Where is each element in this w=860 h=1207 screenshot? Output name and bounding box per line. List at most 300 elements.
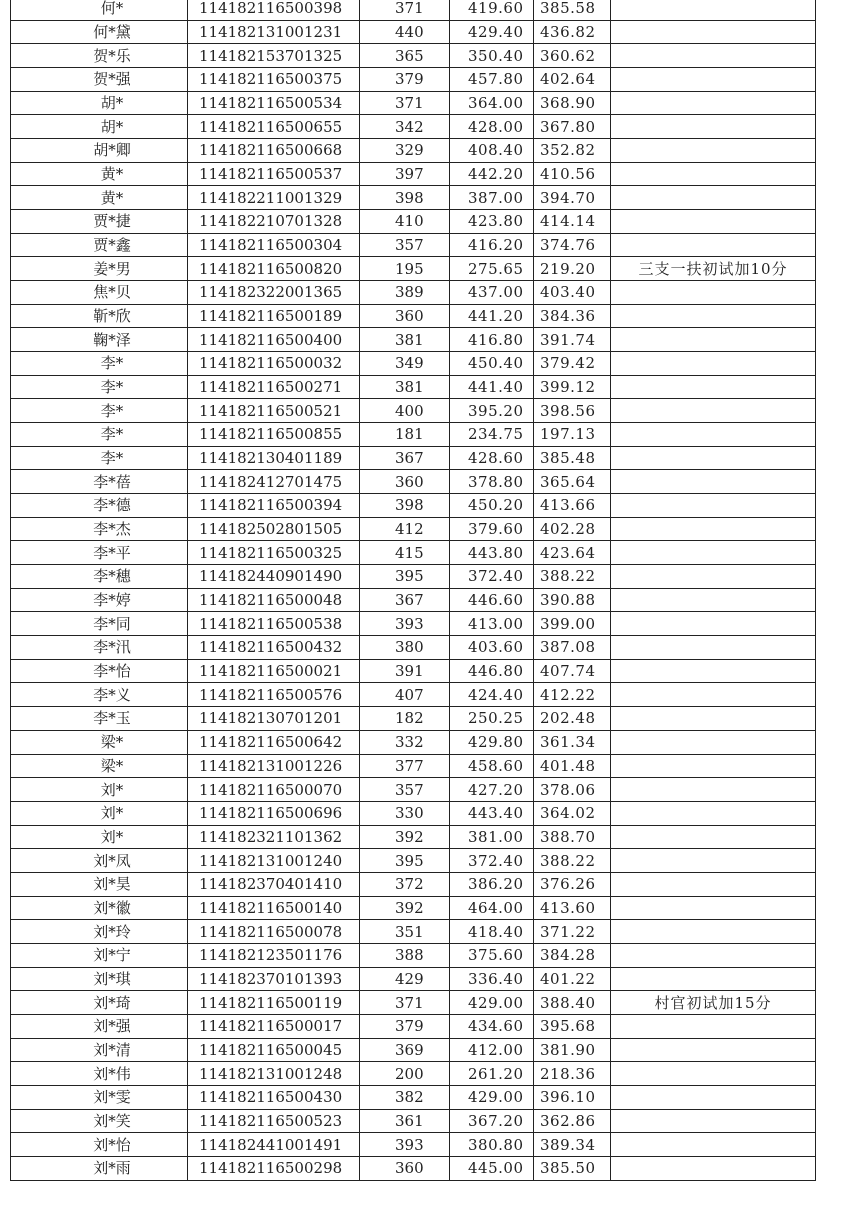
written-score-cell: 377 [360,754,450,778]
table-row [11,44,816,68]
total-score-cell: 395.68 [534,1014,611,1038]
candidate-name-cell: 李*杰 [11,517,188,541]
remark-cell [611,541,816,565]
remark-cell [611,565,816,589]
candidate-name-cell: 李* [11,423,188,447]
exam-id-cell: 114182153701325 [188,44,360,68]
second-score-cell: 428.60 [450,446,534,470]
candidate-name-cell: 梁* [11,730,188,754]
table-row [11,233,816,257]
second-score-cell: 408.40 [450,139,534,163]
table-row [11,446,816,470]
written-score-cell: 360 [360,304,450,328]
candidate-name-cell: 李*怡 [11,659,188,683]
second-score-cell: 423.80 [450,210,534,234]
remark-cell [611,470,816,494]
total-score-cell: 381.90 [534,1038,611,1062]
table-row [11,636,816,660]
second-score-cell: 364.00 [450,91,534,115]
exam-id-cell: 114182116500375 [188,68,360,92]
exam-id-cell: 114182116500668 [188,139,360,163]
remark-cell [611,683,816,707]
second-score-cell: 429.00 [450,1085,534,1109]
candidate-name-cell: 刘*清 [11,1038,188,1062]
candidate-name-cell: 焦*贝 [11,281,188,305]
table-row [11,186,816,210]
candidate-name-cell: 姜*男 [11,257,188,281]
candidate-name-cell: 贾*鑫 [11,233,188,257]
candidate-name-cell: 李* [11,352,188,376]
table-row [11,1156,816,1180]
total-score-cell: 364.02 [534,801,611,825]
candidate-name-cell: 胡*卿 [11,139,188,163]
table-row [11,115,816,139]
written-score-cell: 389 [360,281,450,305]
exam-id-cell: 114182370401410 [188,872,360,896]
candidate-name-cell: 黄* [11,162,188,186]
table-row [11,494,816,518]
table-row [11,304,816,328]
candidate-name-cell: 何* [11,0,188,20]
exam-id-cell: 114182116500304 [188,233,360,257]
written-score-cell: 371 [360,991,450,1015]
exam-id-cell: 114182116500070 [188,778,360,802]
total-score-cell: 352.82 [534,139,611,163]
exam-id-cell: 114182130401189 [188,446,360,470]
table-row [11,91,816,115]
written-score-cell: 330 [360,801,450,825]
remark-cell [611,304,816,328]
table-row [11,991,816,1015]
total-score-cell: 202.48 [534,707,611,731]
total-score-cell: 218.36 [534,1062,611,1086]
table-row [11,683,816,707]
remark-cell [611,1038,816,1062]
second-score-cell: 445.00 [450,1156,534,1180]
written-score-cell: 332 [360,730,450,754]
table-row [11,967,816,991]
second-score-cell: 442.20 [450,162,534,186]
candidate-name-cell: 刘*琪 [11,967,188,991]
remark-cell [611,162,816,186]
written-score-cell: 395 [360,849,450,873]
table-row [11,1085,816,1109]
table-row [11,943,816,967]
candidate-name-cell: 刘*琦 [11,991,188,1015]
written-score-cell: 371 [360,0,450,20]
total-score-cell: 412.22 [534,683,611,707]
exam-id-cell: 114182131001231 [188,20,360,44]
remark-cell [611,352,816,376]
table-row [11,257,816,281]
exam-id-cell: 114182116500078 [188,920,360,944]
total-score-cell: 401.22 [534,967,611,991]
total-score-cell: 388.22 [534,565,611,589]
exam-id-cell: 114182116500048 [188,588,360,612]
total-score-cell: 387.08 [534,636,611,660]
candidate-name-cell: 刘* [11,801,188,825]
exam-id-cell: 114182116500521 [188,399,360,423]
candidate-name-cell: 贺*乐 [11,44,188,68]
exam-id-cell: 114182123501176 [188,943,360,967]
remark-cell [611,707,816,731]
table-row [11,517,816,541]
written-score-cell: 397 [360,162,450,186]
remark-cell [611,1133,816,1157]
second-score-cell: 434.60 [450,1014,534,1038]
total-score-cell: 394.70 [534,186,611,210]
written-score-cell: 440 [360,20,450,44]
written-score-cell: 329 [360,139,450,163]
table-row [11,328,816,352]
written-score-cell: 360 [360,470,450,494]
remark-cell [611,139,816,163]
written-score-cell: 361 [360,1109,450,1133]
table-row [11,707,816,731]
total-score-cell: 396.10 [534,1085,611,1109]
second-score-cell: 275.65 [450,257,534,281]
table-row [11,139,816,163]
exam-id-cell: 114182116500820 [188,257,360,281]
second-score-cell: 413.00 [450,612,534,636]
table-row [11,872,816,896]
total-score-cell: 402.28 [534,517,611,541]
exam-id-cell: 114182116500430 [188,1085,360,1109]
exam-id-cell: 114182116500394 [188,494,360,518]
written-score-cell: 372 [360,872,450,896]
candidate-name-cell: 刘*玲 [11,920,188,944]
second-score-cell: 416.80 [450,328,534,352]
table-row [11,1133,816,1157]
exam-id-cell: 114182116500400 [188,328,360,352]
exam-id-cell: 114182116500325 [188,541,360,565]
exam-id-cell: 114182116500021 [188,659,360,683]
written-score-cell: 351 [360,920,450,944]
total-score-cell: 398.56 [534,399,611,423]
exam-id-cell: 114182321101362 [188,825,360,849]
remark-cell [611,68,816,92]
remark-cell [611,233,816,257]
exam-id-cell: 114182211001329 [188,186,360,210]
total-score-cell: 368.90 [534,91,611,115]
candidate-name-cell: 何*黛 [11,20,188,44]
candidate-name-cell: 贾*捷 [11,210,188,234]
exam-id-cell: 114182116500032 [188,352,360,376]
candidate-name-cell: 李*婷 [11,588,188,612]
remark-cell [611,801,816,825]
written-score-cell: 393 [360,612,450,636]
candidate-name-cell: 刘*伟 [11,1062,188,1086]
candidate-name-cell: 刘* [11,778,188,802]
exam-id-cell: 114182441001491 [188,1133,360,1157]
second-score-cell: 234.75 [450,423,534,447]
table-row [11,281,816,305]
total-score-cell: 374.76 [534,233,611,257]
second-score-cell: 386.20 [450,872,534,896]
exam-id-cell: 114182116500576 [188,683,360,707]
total-score-cell: 391.74 [534,328,611,352]
total-score-cell: 197.13 [534,423,611,447]
total-score-cell: 385.50 [534,1156,611,1180]
candidate-name-cell: 鞠*泽 [11,328,188,352]
remark-cell [611,399,816,423]
candidate-name-cell: 刘*雨 [11,1156,188,1180]
total-score-cell: 365.64 [534,470,611,494]
second-score-cell: 457.80 [450,68,534,92]
remark-cell [611,636,816,660]
second-score-cell: 458.60 [450,754,534,778]
exam-id-cell: 114182116500523 [188,1109,360,1133]
written-score-cell: 381 [360,328,450,352]
exam-id-cell: 114182116500298 [188,1156,360,1180]
table-row [11,1038,816,1062]
remark-cell [611,778,816,802]
candidate-name-cell: 李*同 [11,612,188,636]
candidate-name-cell: 李* [11,446,188,470]
candidate-name-cell: 李*玉 [11,707,188,731]
candidate-name-cell: 李*平 [11,541,188,565]
written-score-cell: 392 [360,825,450,849]
remark-cell [611,423,816,447]
total-score-cell: 385.48 [534,446,611,470]
total-score-cell: 385.58 [534,0,611,20]
second-score-cell: 381.00 [450,825,534,849]
remark-cell [611,115,816,139]
exam-id-cell: 114182116500538 [188,612,360,636]
second-score-cell: 261.20 [450,1062,534,1086]
written-score-cell: 379 [360,1014,450,1038]
exam-id-cell: 114182131001226 [188,754,360,778]
score-table [10,0,816,1181]
candidate-name-cell: 靳*欣 [11,304,188,328]
exam-id-cell: 114182322001365 [188,281,360,305]
score-table-body [11,0,816,1180]
remark-cell [611,825,816,849]
table-row [11,754,816,778]
remark-cell [611,0,816,20]
total-score-cell: 367.80 [534,115,611,139]
candidate-name-cell: 李*蓓 [11,470,188,494]
remark-cell [611,210,816,234]
second-score-cell: 437.00 [450,281,534,305]
written-score-cell: 412 [360,517,450,541]
table-row [11,896,816,920]
remark-cell [611,872,816,896]
written-score-cell: 379 [360,68,450,92]
written-score-cell: 371 [360,91,450,115]
total-score-cell: 360.62 [534,44,611,68]
table-row [11,68,816,92]
remark-cell [611,517,816,541]
remark-cell: 三支一扶初试加10分 [611,257,816,281]
exam-id-cell: 114182116500271 [188,375,360,399]
remark-cell [611,446,816,470]
written-score-cell: 392 [360,896,450,920]
second-score-cell: 443.80 [450,541,534,565]
remark-cell [611,44,816,68]
remark-cell [611,659,816,683]
written-score-cell: 349 [360,352,450,376]
exam-id-cell: 114182210701328 [188,210,360,234]
table-row [11,210,816,234]
candidate-name-cell: 贺*强 [11,68,188,92]
table-row [11,801,816,825]
written-score-cell: 182 [360,707,450,731]
second-score-cell: 379.60 [450,517,534,541]
exam-id-cell: 114182116500655 [188,115,360,139]
remark-cell [611,1109,816,1133]
table-row [11,1109,816,1133]
candidate-name-cell: 李*义 [11,683,188,707]
candidate-name-cell: 李*德 [11,494,188,518]
second-score-cell: 429.80 [450,730,534,754]
second-score-cell: 372.40 [450,849,534,873]
written-score-cell: 357 [360,233,450,257]
table-row [11,565,816,589]
written-score-cell: 415 [360,541,450,565]
remark-cell [611,1156,816,1180]
table-row [11,778,816,802]
exam-id-cell: 114182130701201 [188,707,360,731]
remark-cell [611,1014,816,1038]
second-score-cell: 441.20 [450,304,534,328]
table-row [11,423,816,447]
written-score-cell: 395 [360,565,450,589]
second-score-cell: 424.40 [450,683,534,707]
second-score-cell: 387.00 [450,186,534,210]
second-score-cell: 446.80 [450,659,534,683]
total-score-cell: 410.56 [534,162,611,186]
written-score-cell: 391 [360,659,450,683]
candidate-name-cell: 刘*凤 [11,849,188,873]
remark-cell [611,754,816,778]
written-score-cell: 407 [360,683,450,707]
total-score-cell: 361.34 [534,730,611,754]
written-score-cell: 367 [360,446,450,470]
total-score-cell: 379.42 [534,352,611,376]
remark-cell [611,920,816,944]
remark-cell [611,612,816,636]
second-score-cell: 428.00 [450,115,534,139]
total-score-cell: 219.20 [534,257,611,281]
table-row [11,352,816,376]
table-row [11,730,816,754]
candidate-name-cell: 胡* [11,115,188,139]
remark-cell [611,588,816,612]
exam-id-cell: 114182412701475 [188,470,360,494]
total-score-cell: 403.40 [534,281,611,305]
written-score-cell: 429 [360,967,450,991]
candidate-name-cell: 刘*宁 [11,943,188,967]
candidate-name-cell: 李* [11,399,188,423]
remark-cell [611,375,816,399]
second-score-cell: 367.20 [450,1109,534,1133]
total-score-cell: 384.28 [534,943,611,967]
second-score-cell: 412.00 [450,1038,534,1062]
second-score-cell: 450.40 [450,352,534,376]
second-score-cell: 464.00 [450,896,534,920]
candidate-name-cell: 刘*雯 [11,1085,188,1109]
total-score-cell: 401.48 [534,754,611,778]
second-score-cell: 429.00 [450,991,534,1015]
remark-cell [611,281,816,305]
remark-cell: 村官初试加15分 [611,991,816,1015]
second-score-cell: 450.20 [450,494,534,518]
exam-id-cell: 114182116500537 [188,162,360,186]
table-row [11,1062,816,1086]
second-score-cell: 427.20 [450,778,534,802]
total-score-cell: 362.86 [534,1109,611,1133]
second-score-cell: 419.60 [450,0,534,20]
candidate-name-cell: 刘*怡 [11,1133,188,1157]
exam-id-cell: 114182116500642 [188,730,360,754]
table-row [11,920,816,944]
table-row [11,849,816,873]
written-score-cell: 181 [360,423,450,447]
exam-id-cell: 114182116500017 [188,1014,360,1038]
table-row [11,612,816,636]
written-score-cell: 382 [360,1085,450,1109]
exam-id-cell: 114182116500140 [188,896,360,920]
written-score-cell: 410 [360,210,450,234]
exam-id-cell: 114182116500696 [188,801,360,825]
remark-cell [611,1062,816,1086]
candidate-name-cell: 李*汛 [11,636,188,660]
written-score-cell: 365 [360,44,450,68]
total-score-cell: 384.36 [534,304,611,328]
second-score-cell: 395.20 [450,399,534,423]
remark-cell [611,967,816,991]
written-score-cell: 367 [360,588,450,612]
written-score-cell: 357 [360,778,450,802]
exam-id-cell: 114182440901490 [188,565,360,589]
candidate-name-cell: 胡* [11,91,188,115]
exam-id-cell: 114182116500189 [188,304,360,328]
table-row [11,470,816,494]
written-score-cell: 380 [360,636,450,660]
second-score-cell: 250.25 [450,707,534,731]
total-score-cell: 402.64 [534,68,611,92]
table-row [11,825,816,849]
written-score-cell: 195 [360,257,450,281]
total-score-cell: 390.88 [534,588,611,612]
second-score-cell: 443.40 [450,801,534,825]
total-score-cell: 413.66 [534,494,611,518]
total-score-cell: 423.64 [534,541,611,565]
candidate-name-cell: 刘* [11,825,188,849]
exam-id-cell: 114182116500398 [188,0,360,20]
table-row [11,659,816,683]
total-score-cell: 399.12 [534,375,611,399]
written-score-cell: 381 [360,375,450,399]
second-score-cell: 336.40 [450,967,534,991]
table-row [11,541,816,565]
table-row [11,162,816,186]
written-score-cell: 200 [360,1062,450,1086]
exam-id-cell: 114182370101393 [188,967,360,991]
written-score-cell: 398 [360,494,450,518]
total-score-cell: 399.00 [534,612,611,636]
exam-id-cell: 114182116500534 [188,91,360,115]
total-score-cell: 413.60 [534,896,611,920]
candidate-name-cell: 梁* [11,754,188,778]
total-score-cell: 388.40 [534,991,611,1015]
written-score-cell: 342 [360,115,450,139]
remark-cell [611,186,816,210]
remark-cell [611,896,816,920]
written-score-cell: 388 [360,943,450,967]
remark-cell [611,91,816,115]
